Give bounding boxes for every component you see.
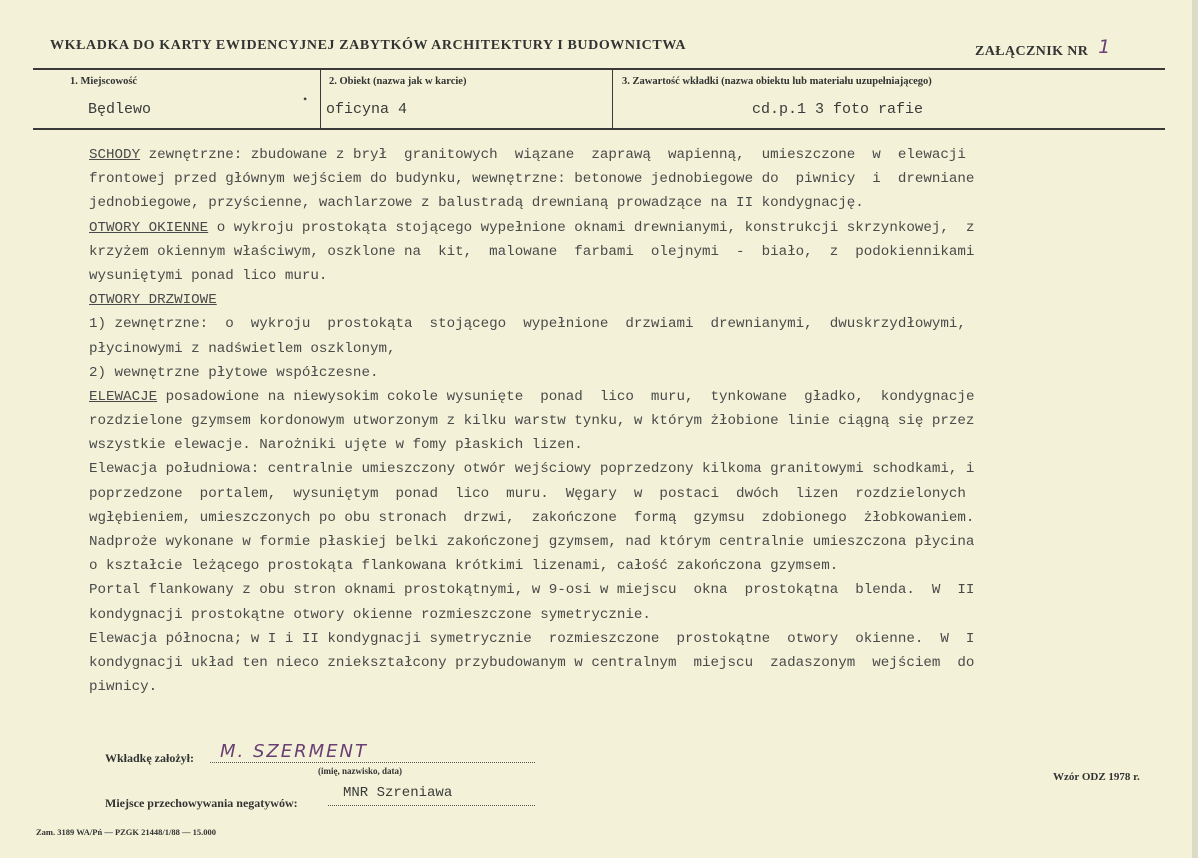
body-line-text: Elewacja północna; w I i II kondygnacji symetrycznie rozmieszczone prostokątne otwory okienne. W I [89, 630, 975, 647]
body-line [89, 240, 1149, 264]
print-footer: Zam. 3189 WA/Pń — PZGK 21448/1/88 — 15.000 [36, 827, 217, 837]
body-line [89, 264, 1149, 288]
body-line-text: rozdzielone gzymsem kordonowym utworzonym z kilku warstw tynku, w którym żłobione linie ciągną się przez [89, 413, 975, 430]
negatives-value: MNR Szreniawa [343, 785, 453, 801]
body-line-text: piwnicy. [89, 679, 158, 696]
body-line [89, 554, 1149, 578]
body-line [89, 506, 1149, 530]
signature-line [210, 762, 535, 763]
body-line [89, 385, 1149, 409]
locality-label: 1. Miejscowość [70, 76, 138, 87]
section-heading: ELEWACJE [89, 388, 158, 405]
body-line [89, 433, 1149, 457]
body-line-text: frontowej przed głównym wejściem do budynku, wewnętrzne: betonowe jednobiegowe do piwnicy i drewniane [89, 171, 975, 188]
body-line-text: kondygnacji prostokątne otwory okienne rozmieszczone symetrycznie. [89, 606, 651, 623]
header-top-rule [33, 68, 1165, 70]
body-line [89, 167, 1149, 191]
body-line-text: o kształcie leżącego prostokąta flankowana krótkimi lizenami, całość zakończona gzymsem. [89, 558, 839, 575]
contents-value: cd.p.1 3 foto rafie [752, 101, 924, 118]
body-line-text: płycinowymi z nadświetlem oszklonym, [89, 340, 396, 357]
field-divider-1 [320, 70, 321, 128]
attachment-number-handwritten: 1 [1098, 36, 1111, 58]
form-version: Wzór ODZ 1978 r. [1053, 771, 1140, 783]
body-line-text: kondygnacji układ ten nieco zniekształcony przybudowanym w centralnym miejscu zadaszonym wejściem do [89, 654, 975, 671]
body-line-text: zewnętrzne: zbudowane z brył granitowych wiązane zaprawą wapienną, umieszczone w elewacji [140, 147, 966, 163]
body-line [89, 530, 1149, 554]
body-line-text: wgłębieniem, umieszczonych po obu stronach drzwi, zakończone formą gzymsu zdobionego żłobkowaniem. [89, 509, 975, 526]
body-line-text: krzyżem okiennym właściwym, oszklone na kit, malowane farbami olejnymi - biało, z podokiennikami [89, 243, 975, 260]
section-heading: OTWORY OKIENNE [89, 219, 209, 236]
field-divider-2 [612, 70, 613, 128]
contents-label: 3. Zawartość wkładki (nazwa obiektu lub materiału uzupełniającego) [622, 76, 932, 87]
body-line [89, 216, 1149, 240]
section-heading: SCHODY [89, 147, 141, 163]
attachment-label: ZAŁĄCZNIK NR [975, 44, 1089, 59]
dot-mark: • [303, 92, 308, 106]
body-line [89, 675, 1149, 699]
body-line [89, 337, 1149, 361]
form-title: WKŁADKA DO KARTY EWIDENCYJNEJ ZABYTKÓW ARCHITEKTURY I BUDOWNICTWA [50, 38, 687, 53]
body-line-text: jednobiegowe, przyścienne, wachlarzowe z balustradą drewnianą prowadzące na II kondygnację. [89, 195, 864, 212]
negatives-label: Miejsce przechowywania negatywów: [105, 796, 298, 810]
body-line-text: wszystkie elewacje. Narożniki ujęte w fomy płaskich lizen. [89, 437, 583, 454]
signature-label: Wkładkę założył: [105, 751, 194, 765]
body-line-text: wysuniętymi ponad lico muru. [89, 267, 328, 284]
body-line [89, 457, 1149, 481]
body-line-text: 1) zewnętrzne: o wykroju prostokąta stojącego wypełnione drzwiami drewnianymi, dwuskrzydłowymi, [89, 316, 966, 333]
body-line [89, 409, 1149, 433]
locality-value: Będlewo [88, 101, 152, 118]
body-line [89, 191, 1149, 215]
body-line-text: posadowione na niewysokim cokole wysunięte ponad lico muru, tynkowane gładko, kondygnacje [157, 388, 975, 405]
attachment-number [975, 38, 1111, 60]
object-value: oficyna 4 [326, 101, 408, 118]
section-heading: OTWORY DRZWIOWE [89, 292, 217, 309]
body-line-text: poprzedzone portalem, wysuniętym ponad lico muru. Węgary w postaci dwóch lizen rozdzielonych [89, 485, 966, 502]
object-label: 2. Obiekt (nazwa jak w karcie) [329, 76, 467, 87]
body-line [89, 361, 1149, 385]
body-line [89, 143, 1149, 167]
body-line-text: Elewacja południowa: centralnie umieszczony otwór wejściowy poprzedzony kilkoma granitowymi schodkami, i [89, 461, 975, 478]
body-line [89, 288, 1149, 312]
body-line-text: Portal flankowany z obu stron oknami prostokątnymi, w 9-osi w miejscu okna prostokątna blenda. W II [89, 582, 975, 599]
header-bottom-rule [33, 128, 1165, 130]
signature-handwritten: M. SZERMENT [220, 741, 368, 762]
negatives-line [328, 805, 535, 806]
body-line [89, 312, 1149, 336]
body-line-text: o wykroju prostokąta stojącego wypełnione oknami drewnianymi, konstrukcji skrzynkowej, z [208, 219, 975, 236]
body-line [89, 627, 1149, 651]
body-line [89, 603, 1149, 627]
page-edge [1192, 0, 1198, 858]
signature-sublabel: (imię, nazwisko, data) [318, 766, 402, 776]
body-line-text: 2) wewnętrzne płytowe współczesne. [89, 364, 379, 381]
body-line [89, 482, 1149, 506]
body-line [89, 651, 1149, 675]
body-line [89, 578, 1149, 602]
description-body [89, 143, 1149, 699]
body-line-text: Nadproże wykonane w formie płaskiej belki zakończonej gzymsem, nad którym centralnie umieszczona płycina [89, 534, 975, 550]
